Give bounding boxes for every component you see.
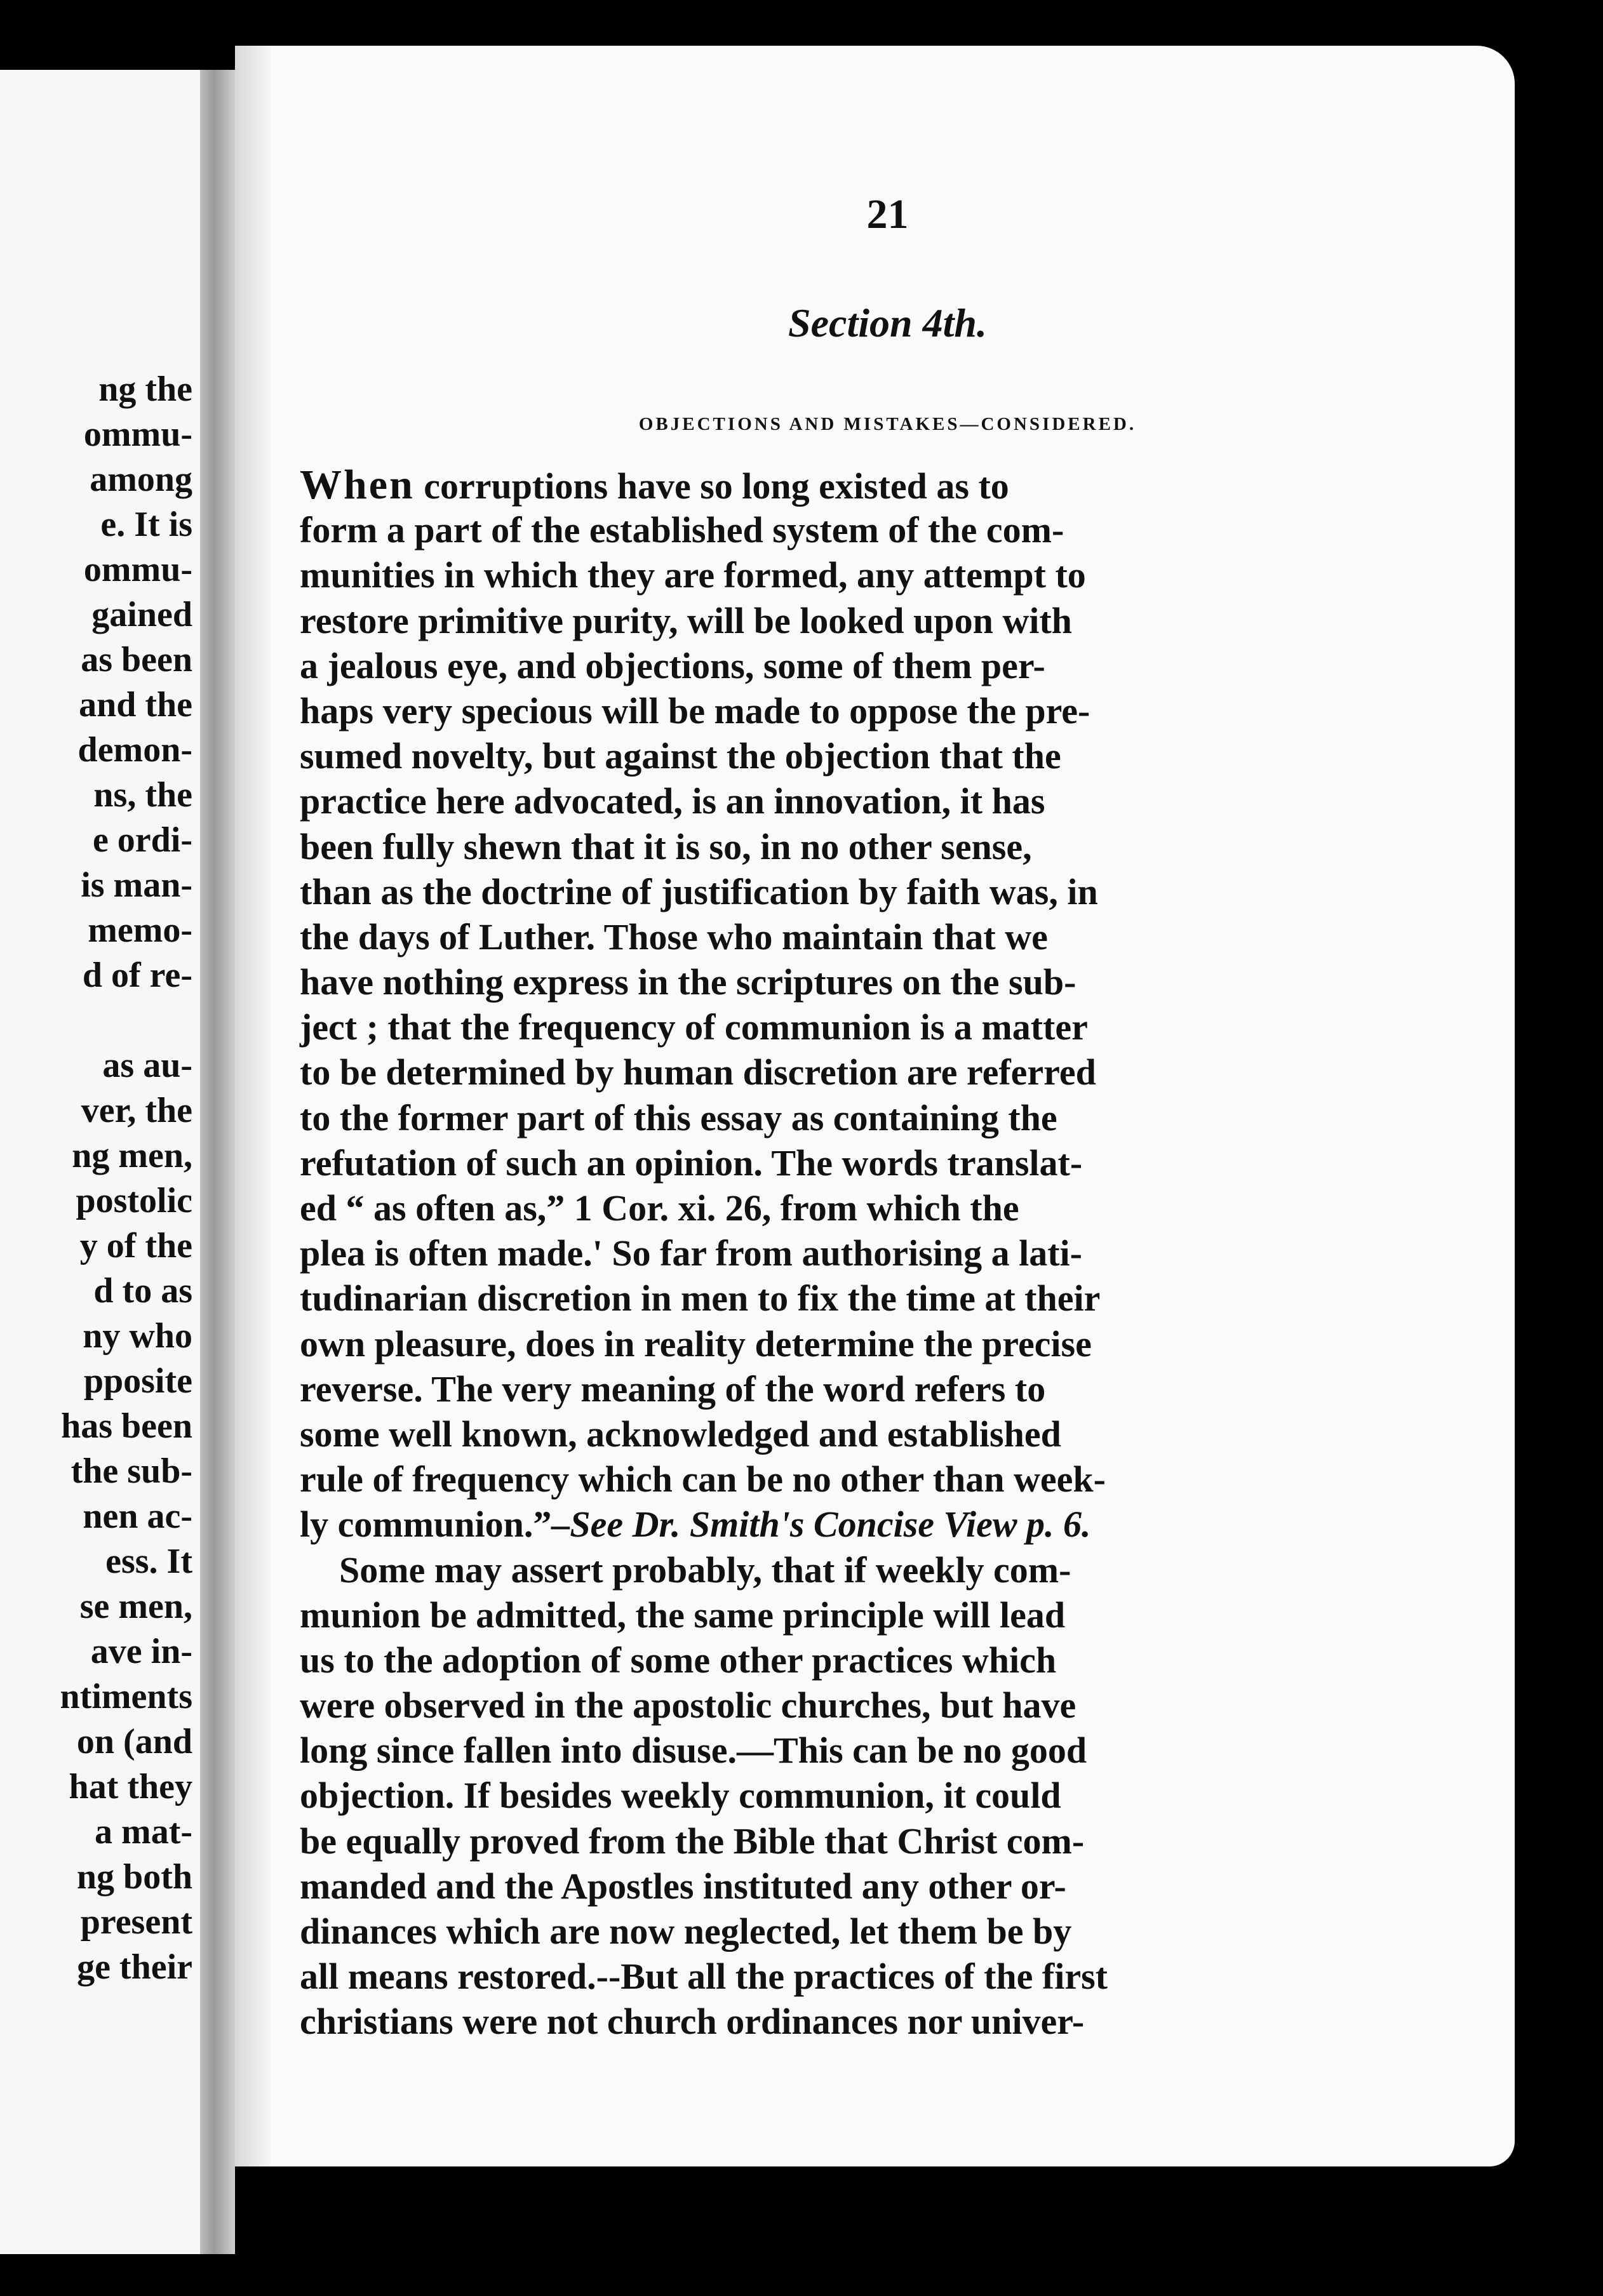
body-line — [300, 1864, 1513, 1909]
line-text: munities in which they are formed, any attempt to — [300, 554, 1086, 596]
section-title: Section 4th. — [788, 300, 987, 345]
line-text: form a part of the established system of the com- — [300, 509, 1064, 551]
left-page-text — [0, 367, 192, 1990]
line-text: ed “ as often as,” 1 Cor. xi. 26, from which the — [300, 1187, 1019, 1229]
left-page-line: gained — [91, 595, 192, 634]
body-line — [300, 1095, 1513, 1140]
left-page-line: ommu- — [83, 550, 192, 589]
left-page-line: on (and — [76, 1722, 192, 1761]
body-line — [300, 643, 1513, 688]
left-page-line: is man- — [81, 865, 192, 905]
body-line — [300, 462, 1513, 507]
line-text: dinances which are now neglected, let them be by — [300, 1911, 1072, 1952]
left-page-line: ng both — [76, 1857, 192, 1897]
left-page-line: nen ac- — [83, 1497, 192, 1536]
left-page-line: ny who — [83, 1316, 192, 1356]
line-text: ly communion.” — [300, 1504, 552, 1545]
body-line — [300, 1412, 1513, 1457]
body-line — [300, 688, 1513, 733]
left-page-line: ge their — [77, 1947, 192, 1987]
line-text: corruptions have so long existed as to — [414, 465, 1009, 507]
citation: –See Dr. Smith's Concise View p. 6. — [551, 1504, 1091, 1545]
left-page-line: as been — [81, 640, 192, 679]
left-facing-page — [0, 70, 200, 2254]
left-page-line: present — [80, 1902, 192, 1942]
page-edge-shadow — [235, 46, 270, 2166]
line-text: Some may assert probably, that if weekly com- — [339, 1549, 1071, 1591]
line-text: objection. If besides weekly communion, it could — [300, 1775, 1061, 1817]
line-text: be equally proved from the Bible that Christ com- — [300, 1820, 1085, 1862]
body-line — [300, 733, 1513, 778]
right-page — [235, 46, 1515, 2166]
line-text: ject ; that the frequency of communion is a matter — [300, 1006, 1088, 1048]
body-line — [300, 824, 1513, 869]
left-page-line: as au- — [102, 1046, 192, 1085]
body-line — [300, 869, 1513, 914]
left-page-line: and the — [79, 685, 192, 724]
page-number: 21 — [866, 191, 909, 237]
line-text: to be determined by human discretion are referred — [300, 1051, 1096, 1093]
line-text: been fully shewn that it is so, in no other sense, — [300, 825, 1032, 867]
body-line — [300, 552, 1513, 597]
line-text: christians were not church ordinances nor univer- — [300, 2001, 1085, 2043]
left-page-line: ng the — [98, 370, 192, 409]
left-page-line: ess. It — [105, 1542, 192, 1581]
left-page-line: the sub- — [70, 1452, 192, 1491]
line-text: have nothing express in the scriptures on the sub- — [300, 961, 1076, 1003]
left-page-line: d to as — [93, 1271, 192, 1311]
line-text: rule of frequency which can be no other than week- — [300, 1458, 1106, 1500]
body-line — [300, 1728, 1513, 1773]
drop-word: When — [300, 462, 415, 508]
left-page-line: ave in- — [90, 1632, 192, 1671]
line-text: to the former part of this essay as containing the — [300, 1097, 1057, 1138]
body-line — [300, 1366, 1513, 1412]
line-text: own pleasure, does in reality determine the precise — [300, 1323, 1092, 1365]
body-line — [300, 914, 1513, 959]
body-line — [300, 778, 1513, 824]
line-text: reverse. The very meaning of the word refers to — [300, 1368, 1046, 1410]
section-subtitle: OBJECTIONS AND MISTAKES—CONSIDERED. — [638, 414, 1137, 434]
body-line — [300, 1683, 1513, 1728]
body-line — [300, 959, 1513, 1005]
body-text — [300, 462, 1513, 2045]
left-page-line — [0, 998, 192, 1043]
body-line — [300, 1502, 1513, 1547]
left-page-line: ommu- — [83, 415, 192, 454]
left-page-line: has been — [61, 1406, 192, 1446]
line-text: the days of Luther. Those who maintain that we — [300, 916, 1048, 958]
body-line — [300, 1185, 1513, 1231]
body-line — [300, 1547, 1513, 1592]
left-page-line: postolic — [76, 1181, 192, 1220]
body-line — [300, 1909, 1513, 1954]
body-line — [300, 598, 1513, 643]
left-page-line: among — [90, 460, 192, 499]
left-page-line: ntiments — [60, 1677, 192, 1716]
line-text: practice here advocated, is an innovation, it has — [300, 780, 1045, 822]
body-line — [300, 1231, 1513, 1276]
left-page-line: ns, the — [93, 775, 192, 815]
body-line — [300, 507, 1513, 552]
left-page-line: memo- — [88, 911, 192, 950]
line-text: sumed novelty, but against the objection that the — [300, 735, 1061, 777]
line-text: us to the adoption of some other practices which — [300, 1639, 1057, 1681]
line-text: restore primitive purity, will be looked upon with — [300, 599, 1072, 641]
line-text: munion be admitted, the same principle will lead — [300, 1594, 1066, 1636]
body-line — [300, 1457, 1513, 1502]
left-page-line: y of the — [79, 1226, 192, 1265]
line-text: refutation of such an opinion. The words translat- — [300, 1142, 1083, 1184]
left-page-line: e. It is — [100, 505, 192, 544]
body-line — [300, 1638, 1513, 1683]
line-text: haps very specious will be made to oppose the pre- — [300, 690, 1090, 731]
line-text: a jealous eye, and objections, some of them per- — [300, 644, 1045, 686]
body-line — [300, 1276, 1513, 1321]
line-text: plea is often made.' So far from authorising a lati- — [300, 1232, 1082, 1274]
body-line — [300, 1321, 1513, 1366]
body-line — [300, 1592, 1513, 1638]
line-text: all means restored.--But all the practices of the first — [300, 1956, 1108, 1998]
line-text: than as the doctrine of justification by faith was, in — [300, 871, 1098, 912]
left-page-line: a mat- — [95, 1812, 192, 1852]
left-page-line: se men, — [79, 1587, 192, 1626]
left-page-line: ng men, — [72, 1136, 192, 1175]
left-page-line: pposite — [83, 1361, 192, 1401]
left-page-line: ver, the — [81, 1091, 192, 1130]
body-line — [300, 1140, 1513, 1185]
body-line — [300, 1050, 1513, 1095]
line-text: tudinarian discretion in men to fix the time at their — [300, 1278, 1101, 1319]
left-page-line: demon- — [77, 730, 192, 770]
line-text: manded and the Apostles instituted any other or- — [300, 1865, 1066, 1907]
body-line — [300, 1999, 1513, 2044]
body-line — [300, 1954, 1513, 1999]
body-line — [300, 1819, 1513, 1864]
line-text: were observed in the apostolic churches, but have — [300, 1685, 1076, 1726]
body-line — [300, 1773, 1513, 1818]
line-text: long since fallen into disuse.—This can be no good — [300, 1730, 1087, 1772]
line-text: some well known, acknowledged and established — [300, 1413, 1061, 1455]
book-gutter — [200, 70, 235, 2254]
left-page-line: hat they — [69, 1767, 192, 1806]
body-line — [300, 1005, 1513, 1050]
left-page-line: d of re- — [82, 956, 192, 995]
left-page-line: e ordi- — [92, 820, 192, 860]
